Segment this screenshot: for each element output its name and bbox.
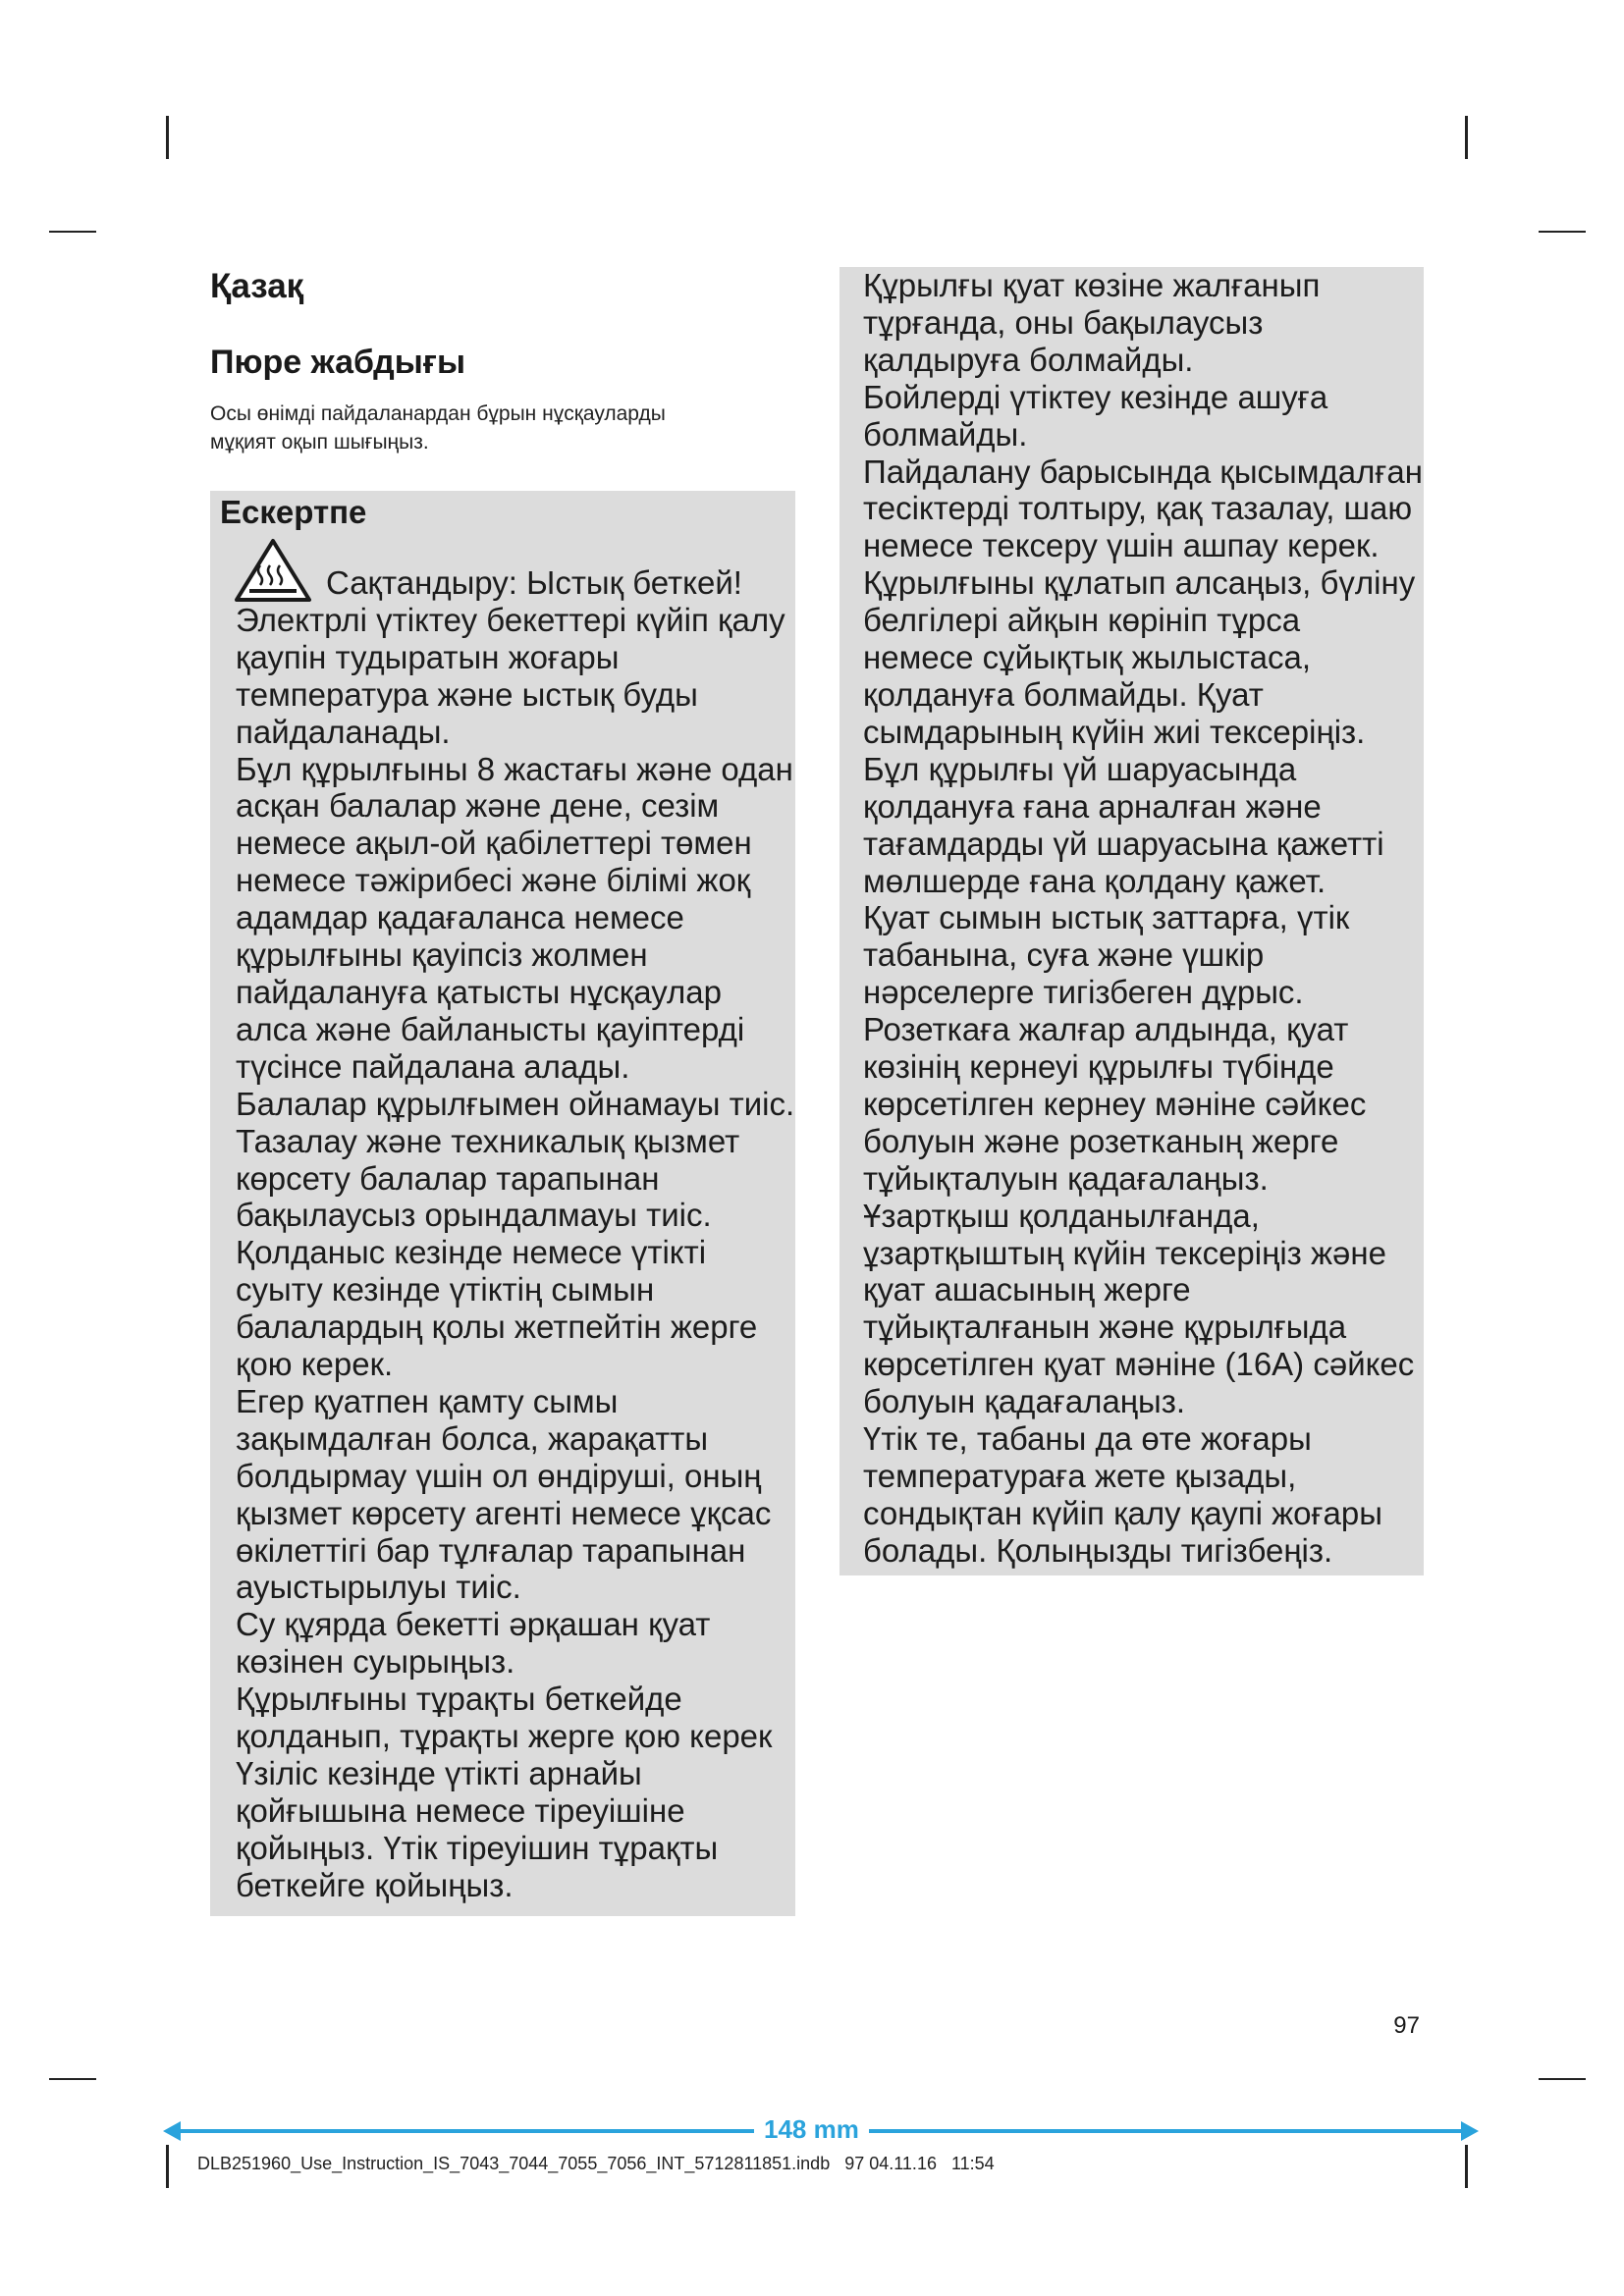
warning-text-left bbox=[236, 564, 795, 1904]
warning-line: сондықтан күйіп қалу қаупі жоғары bbox=[863, 1494, 1382, 1531]
warning-line: тұйықталғанын және құрылғыда bbox=[863, 1308, 1347, 1346]
crop-mark-left-upper bbox=[49, 231, 96, 233]
crop-mark-bottom-right bbox=[1465, 2145, 1468, 2188]
warning-line: адамдар қадағаланса немесе bbox=[236, 899, 684, 936]
warning-line: Розеткаға жалғар алдында, қуат bbox=[863, 1011, 1349, 1048]
warning-line: тұйықталуын қадағалаңыз. bbox=[863, 1159, 1269, 1197]
warning-line: Бұл құрылғыны 8 жастағы және одан bbox=[236, 750, 793, 787]
warning-line: тесіктерді толтыру, қақ тазалау, шаю bbox=[863, 490, 1413, 527]
warning-line: белгілері айқын көрініп тұрса bbox=[863, 602, 1301, 639]
warning-line: Құрылғы қуат көзіне жалғанып bbox=[863, 267, 1321, 303]
warning-line: Пайдалану барысында қысымдалған bbox=[863, 453, 1423, 490]
warning-line: көзінен суырыңыз. bbox=[236, 1643, 515, 1681]
warning-line: болуын қадағалаңыз. bbox=[863, 1383, 1186, 1420]
warning-line: немесе ақыл-ой қабілеттері төмен bbox=[236, 825, 752, 862]
measure-label: 148 mm bbox=[754, 2113, 869, 2145]
print-footer: DLB251960_Use_Instruction_IS_7043_7044_7055_7056_INT_5712811851.indb 97 04.11.16 11:54 bbox=[197, 2154, 995, 2173]
warning-line: Электрлі үтіктеу бекеттері күйіп қалу bbox=[236, 601, 785, 638]
warning-line: Үзіліс кезінде үтікті арнайы bbox=[236, 1755, 642, 1791]
arrow-right-icon bbox=[1461, 2121, 1479, 2141]
warning-line: қызмет көрсету агенті немесе ұқсас bbox=[236, 1494, 772, 1531]
warning-line: құрылғыны қауіпсіз жолмен bbox=[236, 936, 648, 974]
warning-line: тұрғанда, оны бақылаусыз bbox=[863, 303, 1264, 341]
intro-line: Осы өнімді пайдаланардан бұрын нұсқауларды bbox=[210, 402, 666, 425]
warning-line: болуын және розетканың жерге bbox=[863, 1122, 1339, 1159]
warning-line: табанына, суға және үшкір bbox=[863, 936, 1265, 974]
warning-line: қойыңыз. Үтік тіреуішин тұрақты bbox=[236, 1829, 719, 1866]
warning-line: түсінсе пайдалана алады. bbox=[236, 1047, 630, 1085]
warning-line: Су құярда бекетті әрқашан қуат bbox=[236, 1606, 711, 1643]
warning-line: қаупін тудыратын жоғары bbox=[236, 638, 620, 675]
crop-mark-bottom-left bbox=[166, 2145, 169, 2188]
warning-line: Егер қуатпен қамту сымы bbox=[236, 1382, 619, 1419]
warning-line: қолдануға болмайды. Қуат bbox=[863, 675, 1264, 713]
warning-line: Балалар құрылғымен ойнамауы тиіс. bbox=[236, 1085, 795, 1122]
warning-line: болмайды. bbox=[863, 415, 1028, 453]
crop-mark-top-left bbox=[166, 116, 169, 159]
page-number: 97 bbox=[1393, 2012, 1420, 2039]
warning-line: Қуат сымын ыстық заттарға, үтік bbox=[863, 899, 1350, 936]
warning-line: ұзартқыштың күйін тексеріңіз және bbox=[863, 1234, 1386, 1271]
warning-line: зақымдалған болса, жарақатты bbox=[236, 1419, 709, 1457]
warning-line: болдырмау үшін ол өндіруші, оның bbox=[236, 1457, 762, 1494]
warning-line: көрсету балалар тарапынан bbox=[236, 1159, 660, 1197]
warning-line: ауыстырылуы тиіс. bbox=[236, 1569, 521, 1606]
crop-mark-right-upper bbox=[1539, 231, 1586, 233]
product-heading: Пюре жабдығы bbox=[210, 344, 465, 381]
crop-mark-left-lower bbox=[49, 2078, 96, 2080]
note-title: Ескертпе bbox=[220, 494, 367, 530]
language-heading: Қазақ bbox=[210, 267, 304, 305]
crop-mark-top-right bbox=[1465, 116, 1468, 159]
warning-line: Құрылғыны құлатып алсаңыз, бүліну bbox=[863, 564, 1416, 602]
intro-text bbox=[210, 400, 799, 456]
warning-line: Құрылғыны тұрақты беткейде bbox=[236, 1681, 682, 1718]
warning-line: Сақтандыру: Ыстық беткей! bbox=[326, 564, 742, 601]
warning-line: қалдыруға болмайды. bbox=[863, 341, 1194, 378]
warning-line: Қолданыс кезінде немесе үтікті bbox=[236, 1234, 707, 1271]
warning-line: немесе тәжірибесі және білімі жоқ bbox=[236, 862, 751, 899]
warning-line: қолданып, тұрақты жерге қою керек bbox=[236, 1718, 773, 1755]
warning-text-right bbox=[863, 267, 1428, 1570]
warning-line: көрсетілген кернеу мәніне сәйкес bbox=[863, 1085, 1367, 1122]
warning-line: пайдалануға қатысты нұсқаулар bbox=[236, 973, 722, 1010]
warning-line: қойғышына немесе тіреуішіне bbox=[236, 1791, 685, 1829]
warning-line: суыту кезінде үтіктің сымын bbox=[236, 1271, 655, 1308]
warning-line: мөлшерде ғана қолдану қажет. bbox=[863, 862, 1326, 899]
warning-line: Бойлерді үтіктеу кезінде ашуға bbox=[863, 378, 1328, 415]
warning-line: тағамдарды үй шаруасына қажетті bbox=[863, 825, 1384, 862]
warning-line: балалардың қолы жетпейтін жерге bbox=[236, 1308, 758, 1346]
warning-line: болады. Қолыңызды тигізбеңіз. bbox=[863, 1531, 1333, 1569]
warning-line: алса және байланысты қауіптерді bbox=[236, 1010, 745, 1047]
warning-line: беткейге қойыңыз. bbox=[236, 1866, 514, 1903]
warning-line: қою керек. bbox=[236, 1346, 394, 1383]
warning-line: нәрселерге тигізбеген дұрыс. bbox=[863, 974, 1304, 1011]
warning-line: Ұзартқыш қолданылғанда, bbox=[863, 1197, 1260, 1234]
warning-line: көрсетілген қуат мәніне (16А) сәйкес bbox=[863, 1346, 1415, 1383]
arrow-left-icon bbox=[163, 2121, 181, 2141]
warning-line: немесе тексеру үшін ашпау керек. bbox=[863, 527, 1380, 564]
intro-line: мұқият оқып шығыңыз. bbox=[210, 431, 429, 454]
warning-line: асқан балалар және дене, сезім bbox=[236, 787, 720, 825]
crop-mark-right-lower bbox=[1539, 2078, 1586, 2080]
warning-line: көзінің кернеуі құрылғы түбінде bbox=[863, 1048, 1334, 1086]
warning-line: Тазалау және техникалық қызмет bbox=[236, 1122, 740, 1159]
warning-line: температура және ыстық буды bbox=[236, 675, 698, 713]
warning-line: бақылаусыз орындалмауы тиіс. bbox=[236, 1197, 712, 1234]
warning-line: қуат ашасының жерге bbox=[863, 1271, 1191, 1308]
warning-line: температураға жете қызады, bbox=[863, 1458, 1297, 1494]
warning-line: Үтік те, табаны да өте жоғары bbox=[863, 1420, 1312, 1458]
warning-line: пайдаланады. bbox=[236, 713, 451, 750]
warning-line: сымдарының күйін жиі тексеріңіз. bbox=[863, 713, 1366, 750]
warning-line: Бұл құрылғы үй шаруасында bbox=[863, 750, 1297, 787]
warning-line: өкілеттігі бар тұлғалар тарапынан bbox=[236, 1531, 746, 1569]
warning-line: немесе сұйықтық жылыстаса, bbox=[863, 639, 1312, 676]
warning-line: қолдануға ғана арналған және bbox=[863, 787, 1322, 825]
